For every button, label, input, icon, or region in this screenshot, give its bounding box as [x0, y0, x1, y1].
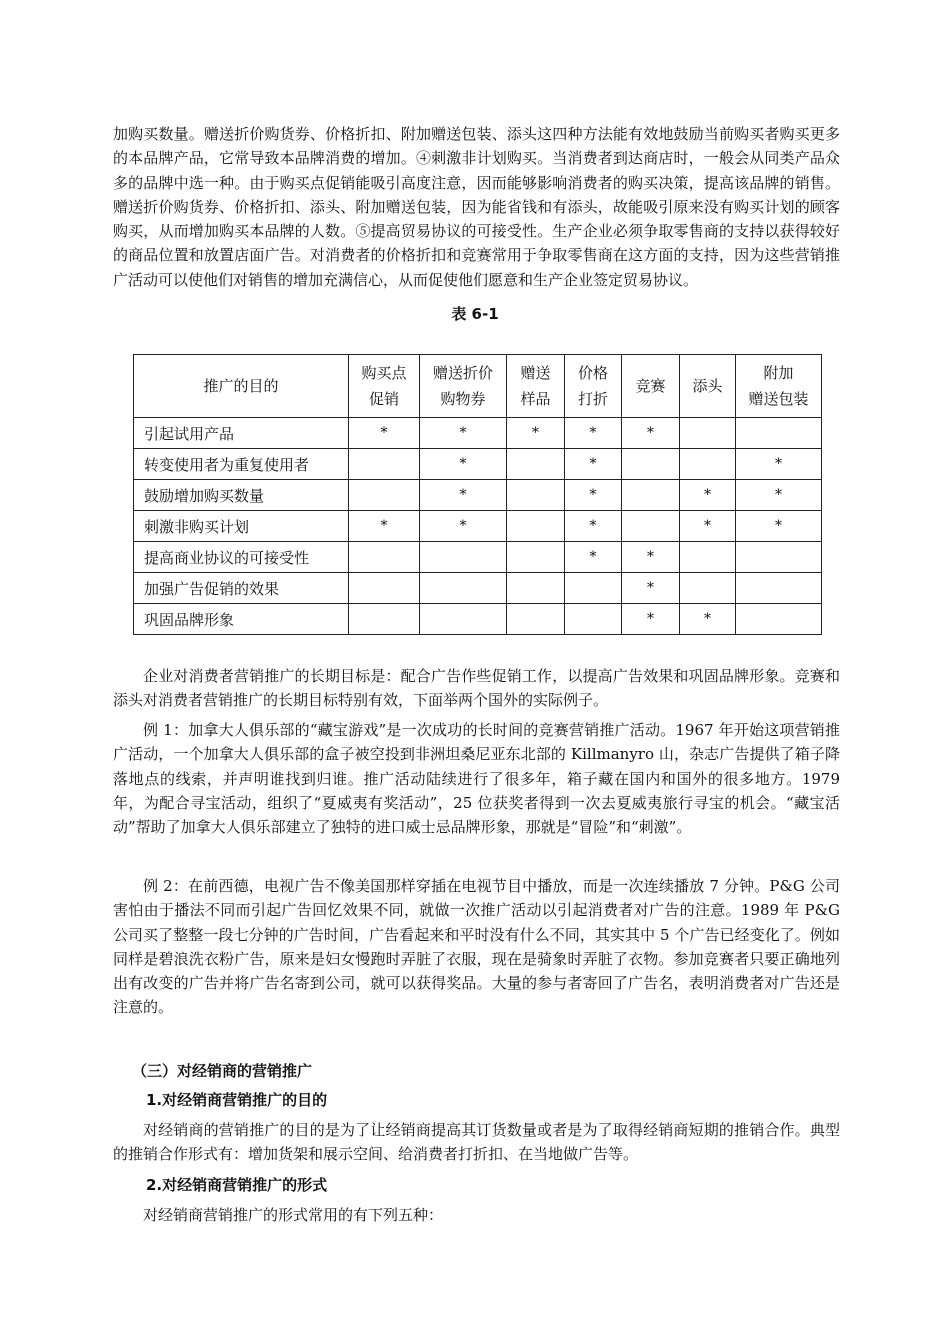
table-cell: * — [349, 511, 420, 542]
paragraph-example-2: 例 2：在前西德，电视广告不像美国那样穿插在电视节目中播放，而是一次连续播放 7 分钟。P&G 公司害怕由于播法不同而引起广告回忆效果不同，就做一次推广活动以引起消费者对广告的注意。1989 年 P&G 公司买了整整一段七分钟的广告时间，广告看起来和平时没有什么不同，其实其中 5 个广告已经变化了。例如同样是碧浪洗衣粉广告，原来是妇女慢跑时弄脏了衣服，现在是骑象时弄脏了衣物。参加竞赛者只要正确地列出有改变的广告并将广告名寄到公司，就可以获得奖品。大量的参与者寄回了广告名，表明消费者对广告还是注意的。 — [113, 877, 840, 1017]
table-cell: * — [565, 511, 622, 542]
paragraph-example-1: 例 1：加拿大人俱乐部的“藏宝游戏”是一次成功的长时间的竞赛营销推广活动。1967 年开始这项营销推广活动，一个加拿大人俱乐部的盒子被空投到非洲坦桑尼亚东北部的 Killmanyro 山，杂志广告提供了箱子降落地点的线索，并声明谁找到归谁。推广活动陆续进行了很多年，箱子藏在国内和国外的很多地方。1979 年，为配合寻宝活动，组织了“夏威夷有奖活动”，25 位获奖者得到一次去夏威夷旅行寻宝的机会。“藏宝活动”帮助了加拿大人俱乐部建立了独特的进口威士忌品牌形象，那就是“冒险”和“刺激”。 — [113, 721, 840, 837]
table-row — [134, 573, 822, 604]
table-caption: 表 6-1 — [451, 305, 499, 323]
table-cell — [507, 480, 565, 511]
table-body — [134, 418, 822, 635]
table-cell — [736, 604, 822, 635]
table-row — [134, 480, 822, 511]
table-cell: * — [420, 480, 507, 511]
header-purpose: 推广的目的 — [134, 355, 349, 418]
table-cell: * — [680, 480, 736, 511]
header-col-1: 赠送折价 购物券 — [420, 355, 507, 418]
table-cell — [507, 542, 565, 573]
table-cell: * — [507, 418, 565, 449]
header-col-0: 购买点 促销 — [349, 355, 420, 418]
table-cell — [507, 511, 565, 542]
paragraph-promotion-effects: 加购买数量。赠送折价购货券、价格折扣、附加赠送包装、添头这四种方法能有效地鼓励当前购买者购买更多的本品牌产品，它常导致本品牌消费的增加。④刺激非计划购买。当消费者到达商店时，一般会从同类产品众多的品牌中选一种。由于购买点促销能吸引高度注意，因而能够影响消费者的购买决策，提高该品牌的销售。赠送折价购货券、价格折扣、添头、附加赠送包装，因为能省钱和有添头，故能吸引原来没有购买计划的顾客购买，从而增加购买本品牌的人数。⑤提高贸易协议的可接受性。生产企业必须争取零售商的支持以获得较好的商品位置和放置店面广告。对消费者的价格折扣和竞赛常用于争取零售商在这方面的支持，因为这些营销推广活动可以使他们对销售的增加充满信心，从而促使他们愿意和生产企业签定贸易协议。 — [113, 125, 840, 289]
table-cell — [680, 573, 736, 604]
table-cell: * — [349, 418, 420, 449]
table-cell: * — [736, 511, 822, 542]
row-label: 巩固品牌形象 — [134, 604, 349, 635]
table-cell — [680, 449, 736, 480]
row-label: 提高商业协议的可接受性 — [134, 542, 349, 573]
table-cell: * — [420, 511, 507, 542]
table-row — [134, 511, 822, 542]
table-cell: * — [565, 418, 622, 449]
table-cell: * — [680, 604, 736, 635]
table-cell — [565, 604, 622, 635]
table-cell — [736, 418, 822, 449]
table-header-row — [134, 355, 822, 418]
table-cell — [680, 418, 736, 449]
table-cell — [349, 604, 420, 635]
table-cell: * — [736, 449, 822, 480]
table-cell: * — [622, 604, 680, 635]
table-cell: * — [420, 449, 507, 480]
subheading-purpose: 1.对经销商营销推广的目的 — [146, 1091, 328, 1109]
table-cell — [349, 480, 420, 511]
paragraph-long-term-goal: 企业对消费者营销推广的长期目标是：配合广告作些促销工作，以提高广告效果和巩固品牌形象。竞赛和添头对消费者营销推广的长期目标特别有效，下面举两个国外的实际例子。 — [113, 667, 840, 710]
table-cell — [349, 542, 420, 573]
table-cell — [507, 604, 565, 635]
table-row — [134, 542, 822, 573]
table-cell: * — [420, 418, 507, 449]
table-cell: * — [736, 480, 822, 511]
table-cell: * — [565, 480, 622, 511]
subheading-forms: 2.对经销商营销推广的形式 — [146, 1176, 328, 1194]
paragraph-dealer-forms: 对经销商营销推广的形式常用的有下列五种： — [143, 1206, 444, 1224]
table-cell: * — [622, 542, 680, 573]
table-cell — [420, 604, 507, 635]
table-cell — [507, 449, 565, 480]
table-cell — [736, 542, 822, 573]
table-cell: * — [565, 449, 622, 480]
table-cell — [507, 573, 565, 604]
table-cell: * — [622, 418, 680, 449]
table-cell — [420, 542, 507, 573]
table-row — [134, 418, 822, 449]
table-cell — [680, 542, 736, 573]
table-cell — [622, 449, 680, 480]
header-col-5: 添头 — [680, 355, 736, 418]
table-cell — [565, 573, 622, 604]
section-heading: （三）对经销商的营销推广 — [132, 1062, 313, 1080]
header-col-3: 价格 打折 — [565, 355, 622, 418]
row-label: 刺激非购买计划 — [134, 511, 349, 542]
row-label: 鼓励增加购买数量 — [134, 480, 349, 511]
paragraph-dealer-purpose: 对经销商的营销推广的目的是为了让经销商提高其订货数量或者是为了取得经销商短期的推销合作。典型的推销合作形式有：增加货架和展示空间、给消费者打折扣、在当地做广告等。 — [113, 1121, 840, 1164]
table-cell — [622, 511, 680, 542]
table-cell: * — [680, 511, 736, 542]
table-cell — [349, 449, 420, 480]
table-row — [134, 604, 822, 635]
header-col-6: 附加 赠送包装 — [736, 355, 822, 418]
table-cell — [420, 573, 507, 604]
row-label: 引起试用产品 — [134, 418, 349, 449]
promotion-purpose-table — [133, 354, 822, 635]
table-row — [134, 449, 822, 480]
table-cell: * — [622, 573, 680, 604]
header-col-4: 竞赛 — [622, 355, 680, 418]
row-label: 转变使用者为重复使用者 — [134, 449, 349, 480]
table-cell: * — [565, 542, 622, 573]
table-cell — [349, 573, 420, 604]
table-cell — [622, 480, 680, 511]
header-col-2: 赠送 样品 — [507, 355, 565, 418]
table-cell — [736, 573, 822, 604]
row-label: 加强广告促销的效果 — [134, 573, 349, 604]
